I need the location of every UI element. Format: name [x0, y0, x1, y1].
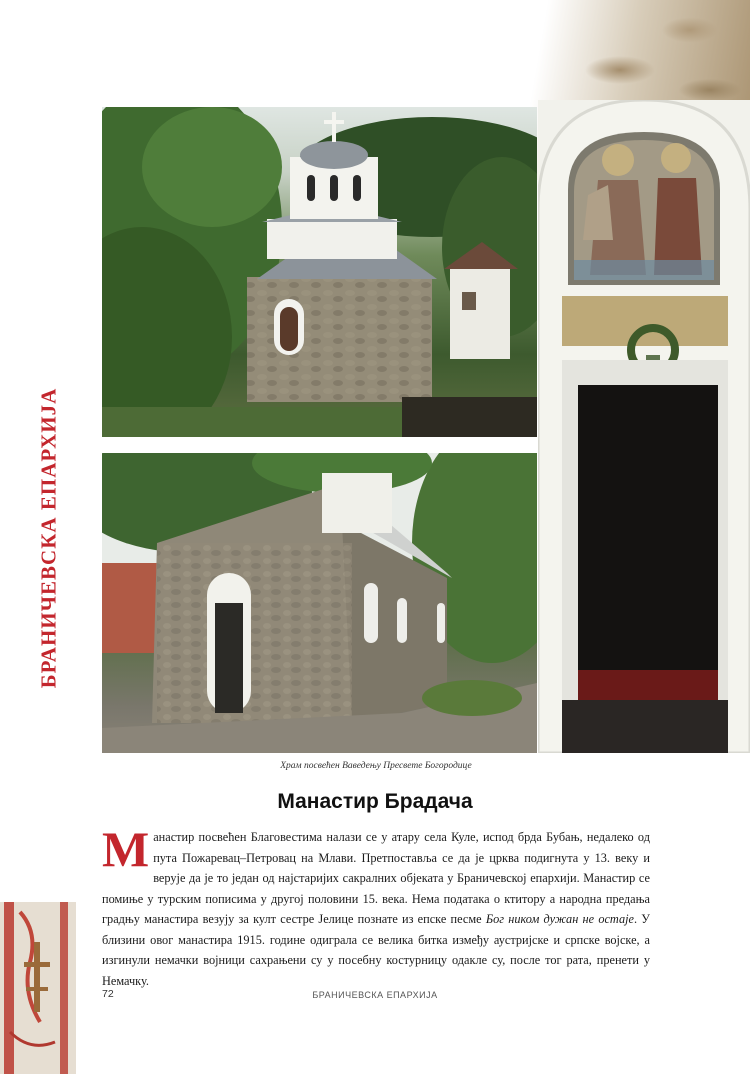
page-number: 72 [102, 988, 114, 1000]
fresco-ornament [0, 902, 76, 1074]
photo-entrance-fresco [538, 100, 750, 753]
photo-caption: Храм посвећен Ваведењу Пресвете Богородице [280, 761, 472, 771]
photo-church-forest-image [102, 107, 537, 437]
body-text-italic: Бог ником дужан не остаје [485, 912, 634, 926]
article-heading: Манастир Брадача [277, 790, 473, 813]
photo-stone-church [102, 453, 537, 753]
running-footer-title: БРАНИЧЕВСКА ЕПАРХИЈА [312, 990, 438, 1000]
body-text-part2: . У близини овог манастира 1915. године одиграла се велика битка између аустријске и српске војске, а изгинули немачки војници сахрањени су у посебну костурницу одакле су, после тог рата, пренети у Немачку. [102, 912, 650, 988]
photo-entrance-fresco-image [538, 100, 750, 753]
side-title: БРАНИЧЕВСКА ЕПАРХИЈА [36, 387, 61, 688]
photo-church-forest [102, 107, 537, 437]
article-body [102, 821, 650, 991]
body-text-part1: анастир посвећен Благовестима налази се у атару села Куле, испод брда Бубањ, недалеко од пута Пожаревац–Петровац на Млави. Претпоставља се да је црква подигнута у 13. веку и верује да је то један од најстаријих сакралних објеката у Браничевској епархији. Манастир се помиње у турским пописима у другој половини 15. века. Нема података о ктитору а народна предања градњу манастира везују за култ сестре Јелице познате из епске песме [102, 830, 650, 926]
fresco-ornament-image [0, 902, 76, 1074]
drop-cap: M [102, 821, 150, 877]
photo-stone-church-image [102, 453, 537, 753]
